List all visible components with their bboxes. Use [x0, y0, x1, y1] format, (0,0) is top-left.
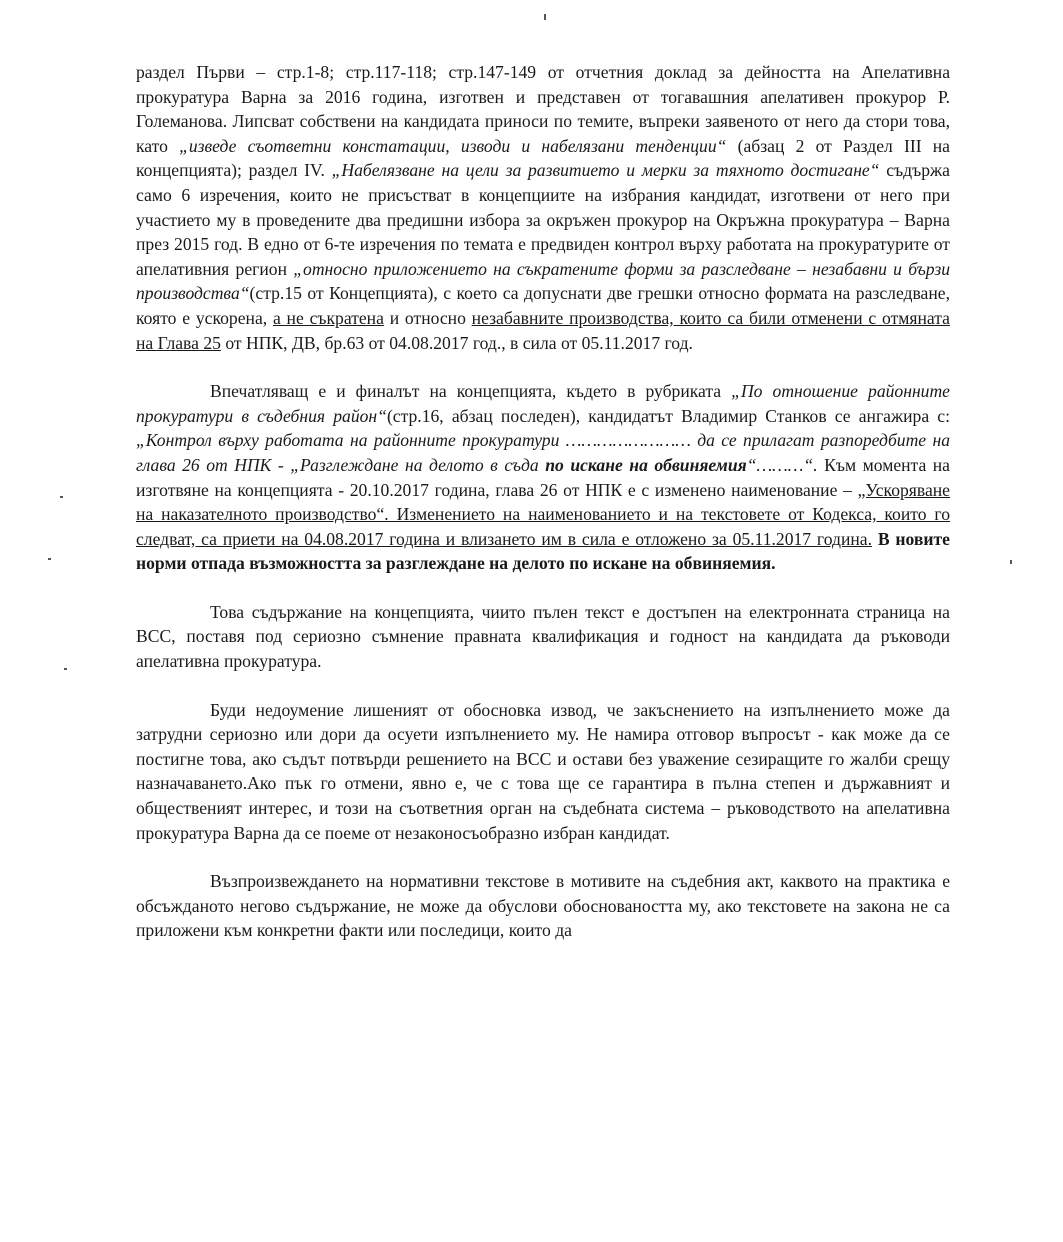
paragraph: [136, 60, 950, 355]
text-run: и относно: [383, 307, 472, 328]
text-run: Това съдържание на концепцията, чиито пълен текст е достъпен на електронната страница на ВСС, поставя под сериозно съмнение правната квалификация и годност на кандидата да ръководи апелативна прокуратура.: [136, 601, 950, 672]
text-run: „Ускоряване на наказателното производство“. Изменението на наименованието и на текстовете от Кодекса, които го следват, са приети на 04.08.2017 година и влизането им в сила е отложено за 05.11.2017 година.: [136, 479, 950, 549]
paragraph: [136, 600, 950, 674]
text-run: (стр.16, абзац последен), кандидатът Владимир Станков се ангажира с:: [386, 405, 950, 426]
paragraph: [136, 379, 950, 576]
text-run: “………“.: [746, 454, 818, 475]
scan-speck: [64, 668, 67, 670]
text-run: „относно приложението на съкратените форми за разследване – незабавни и бързи производства“: [136, 258, 950, 304]
scan-speck: [48, 558, 51, 560]
text-run: съдържа само 6 изречения, които не присъстват в концепциите на избрания кандидат, изготвени от него при участието му в проведените два предишни избора за окръжен прокурор на Окръжна прокуратура – Варна през 2015 год. В едно от 6-те изречения по темата е предвиден контрол върху работата на прокуратурите от апелативния регион: [136, 160, 950, 279]
text-run: Впечатляващ е и финалът на концепцията, където в рубриката: [210, 381, 732, 402]
text-run: (абзац 2 от Раздел III на концепцията); раздел IV.: [136, 135, 950, 181]
text-run: „Набелязване на цели за развитието и мерки за тяхното достигане“: [331, 160, 880, 181]
paragraph: [136, 869, 950, 943]
text-run: от НПК, ДВ, бр.63 от 04.08.2017 год., в сила от 05.11.2017 год.: [220, 332, 693, 353]
text-run: Буди недоумение лишеният от обосновка извод, че закъснението на изпълнението може да затрудни сериозно или дори да осуети изпълнението му. Не намира отговор въпросът - как може да се постигне това, ако съдът потвърди решението на ВСС и остави без уважение сезиращите го жалби срещу назначаването.Ако пък го отмени, явно е, че с това ще се гарантира в пълна степен и държавният и общественият интерес, и този на съответния орган на съдебната система – ръководството на апелативна прокуратура Варна да се поеме от незаконосъобразно избран кандидат.: [136, 699, 950, 843]
paragraph: [136, 698, 950, 846]
scan-speck: [544, 14, 546, 20]
text-run: „По отношение районните прокуратури в съдебния район“: [136, 381, 950, 426]
text-run: В новите норми отпада възможността за разглеждане на делото по искане на обвиняемия.: [136, 528, 950, 574]
text-run: „изведе съответни констатации, изводи и набелязани тенденции“: [179, 135, 727, 156]
text-run: „Контрол върху работата на районните прокуратури …………………… да се прилагат разпоредбите на глава 26 от НПК - „Разглеждане на делото в съда: [136, 430, 950, 475]
text-run: незабавните производства, които са били отменени с отмяната на Глава 25: [136, 307, 950, 353]
text-run: по искане на обвиняемия: [545, 454, 747, 475]
scan-speck: [60, 496, 63, 498]
scan-speck: [1010, 560, 1012, 564]
text-run: Възпроизвеждането на нормативни текстове в мотивите на съдебния акт, каквото на практика е обсъжданото негово съдържание, не може да обуслови обосноваността му, ако текстовете на закона не са приложени към конкретни факти или последици, които да: [136, 871, 950, 941]
text-run: а не съкратена: [272, 307, 384, 328]
text-run: (стр.15 от Концепцията), с което са допуснати две грешки относно формата на разследване, която е ускорена,: [136, 283, 950, 328]
text-run: Към момента на изготвяне на концепцията - 20.10.2017 година, глава 26 от НПК е с изменено наименование –: [136, 454, 950, 500]
document-page: [136, 60, 950, 943]
text-run: раздел Първи – стр.1-8; стр.117-118; стр.147-149 от отчетния доклад за дейността на Апелативна прокуратура Варна за 2016 година, изготвен и представен от тогавашния апелативен прокурор Р. Големанова. Липсват собствени на кандидата приноси по темите, въпреки заявеното от него да стори това, като: [136, 62, 950, 156]
